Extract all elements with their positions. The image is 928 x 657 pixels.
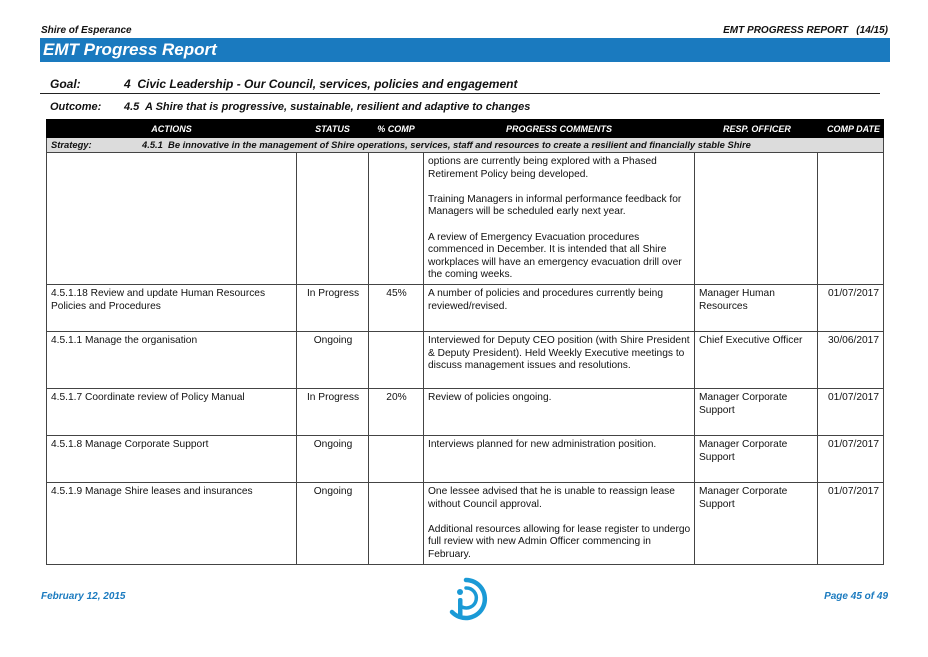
status-cell: In Progress bbox=[297, 284, 369, 331]
report-title-banner: EMT Progress Report bbox=[40, 38, 890, 62]
outcome-value: 4.5 A Shire that is progressive, sustainable, resilient and adaptive to changes bbox=[124, 101, 531, 113]
comment-paragraph: Additional resources allowing for lease register to undergo full review with new Admin Officer commencing in February. bbox=[428, 523, 691, 560]
table-row bbox=[47, 388, 884, 435]
comment-cell: A number of policies and procedures currently being reviewed/revised. bbox=[424, 284, 695, 331]
org-name: Shire of Esperance bbox=[41, 25, 132, 36]
status-cell: Ongoing bbox=[297, 331, 369, 388]
col-status: STATUS bbox=[297, 120, 369, 138]
date-cell: 01/07/2017 bbox=[818, 284, 884, 331]
date-cell: 01/07/2017 bbox=[818, 435, 884, 482]
officer-cell: Manager Human Resources bbox=[695, 284, 818, 331]
footer-page-number: Page 45 of 49 bbox=[824, 591, 888, 602]
comment-cell: Interviews planned for new administration position. bbox=[424, 435, 695, 482]
comp-cell: 45% bbox=[369, 284, 424, 331]
table-row bbox=[47, 153, 884, 285]
comment-cell: Interviewed for Deputy CEO position (with Shire President & Deputy President). Held Weekly Executive meetings to discuss management issues and resolutions. bbox=[424, 331, 695, 388]
col-comp: % COMP bbox=[369, 120, 424, 138]
col-officer: RESP. OFFICER bbox=[695, 120, 818, 138]
status-cell bbox=[297, 153, 369, 285]
shire-logo-icon bbox=[443, 577, 489, 621]
actions-table bbox=[46, 119, 884, 565]
table-row bbox=[47, 482, 884, 564]
report-id: EMT PROGRESS REPORT (14/15) bbox=[723, 25, 888, 36]
comment-paragraph: A review of Emergency Evacuation procedures commenced in December. It is intended that all Shire workplaces will have an emergency evacuation drill over the coming weeks. bbox=[428, 231, 682, 281]
strategy-row bbox=[47, 138, 884, 153]
strategy-label: Strategy: bbox=[51, 139, 92, 150]
col-date: COMP DATE bbox=[818, 120, 884, 138]
date-cell bbox=[818, 153, 884, 285]
action-cell: 4.5.1.18 Review and update Human Resources Policies and Procedures bbox=[47, 284, 297, 331]
comp-cell bbox=[369, 331, 424, 388]
goal-divider bbox=[40, 93, 880, 94]
table-row bbox=[47, 284, 884, 331]
officer-cell bbox=[695, 153, 818, 285]
comment-cell bbox=[424, 153, 695, 285]
status-cell: Ongoing bbox=[297, 435, 369, 482]
officer-cell: Chief Executive Officer bbox=[695, 331, 818, 388]
outcome-label: Outcome: bbox=[50, 101, 102, 113]
date-cell: 30/06/2017 bbox=[818, 331, 884, 388]
table-header-row bbox=[47, 120, 884, 138]
comp-cell bbox=[369, 153, 424, 285]
action-cell: 4.5.1.1 Manage the organisation bbox=[47, 331, 297, 388]
action-cell: 4.5.1.9 Manage Shire leases and insurances bbox=[47, 482, 297, 564]
action-cell bbox=[47, 153, 297, 285]
action-cell: 4.5.1.8 Manage Corporate Support bbox=[47, 435, 297, 482]
comment-paragraph: options are currently being explored with a Phased Retirement Policy being developed. bbox=[428, 156, 657, 180]
officer-cell: Manager Corporate Support bbox=[695, 482, 818, 564]
officer-cell: Manager Corporate Support bbox=[695, 435, 818, 482]
officer-cell: Manager Corporate Support bbox=[695, 388, 818, 435]
footer-date: February 12, 2015 bbox=[41, 591, 126, 602]
comment-cell: Review of policies ongoing. bbox=[424, 388, 695, 435]
table-row bbox=[47, 331, 884, 388]
comment-cell bbox=[424, 482, 695, 564]
comp-cell bbox=[369, 482, 424, 564]
comp-cell bbox=[369, 435, 424, 482]
action-cell: 4.5.1.7 Coordinate review of Policy Manual bbox=[47, 388, 297, 435]
goal-label: Goal: bbox=[50, 77, 81, 91]
strategy-value: 4.5.1 Be innovative in the management of Shire operations, services, staff and resources to create a resilient and financially stable Shire bbox=[142, 139, 751, 150]
strategy-cell bbox=[47, 138, 884, 153]
col-actions: ACTIONS bbox=[47, 120, 297, 138]
status-cell: Ongoing bbox=[297, 482, 369, 564]
comment-paragraph: Training Managers in informal performance feedback for Managers will be scheduled early next year. bbox=[428, 193, 682, 218]
page-top-line bbox=[41, 25, 888, 37]
table-row bbox=[47, 435, 884, 482]
comp-cell: 20% bbox=[369, 388, 424, 435]
goal-value: 4 Civic Leadership - Our Council, services, policies and engagement bbox=[124, 77, 518, 91]
col-comments: PROGRESS COMMENTS bbox=[424, 120, 695, 138]
status-cell: In Progress bbox=[297, 388, 369, 435]
date-cell: 01/07/2017 bbox=[818, 388, 884, 435]
date-cell: 01/07/2017 bbox=[818, 482, 884, 564]
comment-paragraph: One lessee advised that he is unable to reassign lease without Council approval. bbox=[428, 485, 675, 510]
